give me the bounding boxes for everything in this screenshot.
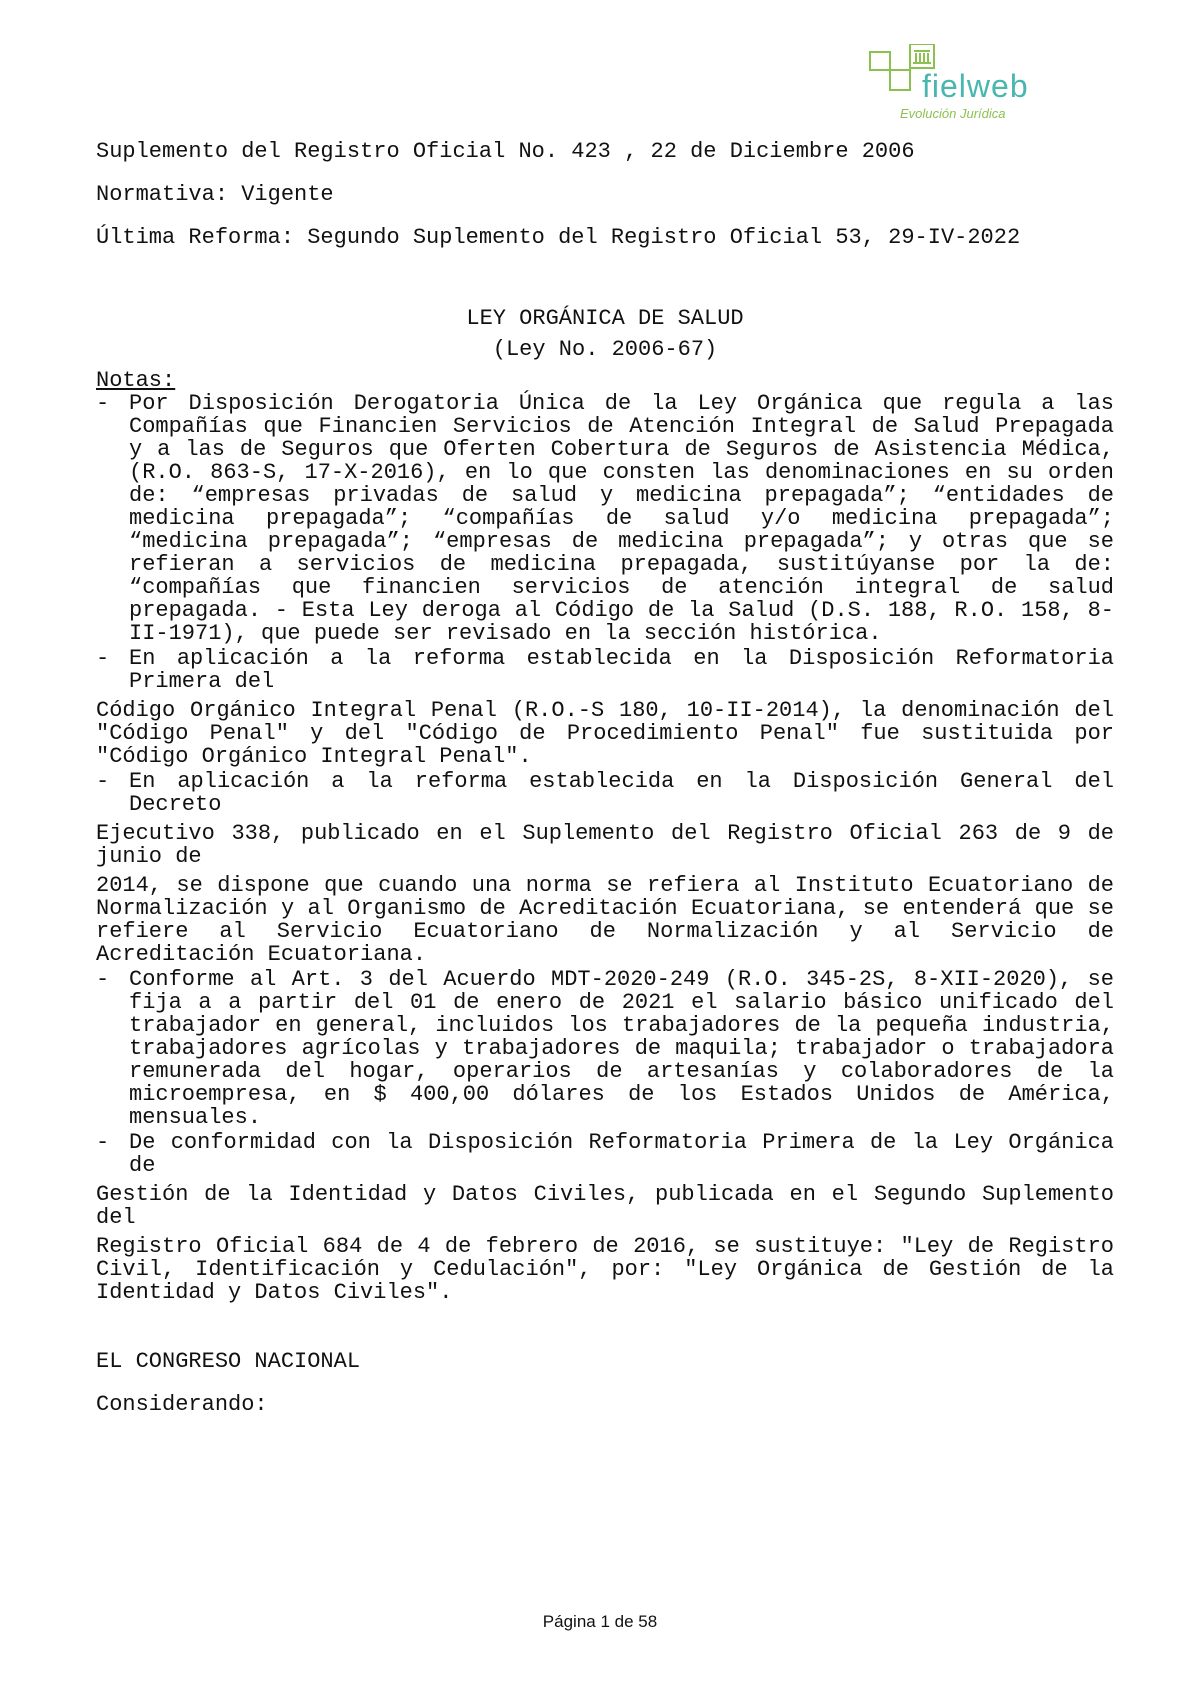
logo-wordmark: fielweb (922, 68, 1029, 104)
document-body (96, 140, 1114, 1416)
note-text: De conformidad con la Disposición Reformatoria Primera de la Ley Orgánica de (129, 1130, 1114, 1178)
ultima-reforma-line: Última Reforma: Segundo Suplemento del Registro Oficial 53, 29-IV-2022 (96, 225, 1021, 250)
law-number: (Ley No. 2006-67) (492, 337, 718, 362)
page-number: Página 1 de 58 (542, 1612, 658, 1631)
considerando-heading: Considerando: (96, 1392, 268, 1417)
law-title: LEY ORGÁNICA DE SALUD (466, 306, 744, 331)
bullet-dash: - (96, 769, 110, 794)
note-text: En aplicación a la reforma establecida en la Disposición Reformatoria Primera del (129, 646, 1114, 694)
note-text: Conforme al Art. 3 del Acuerdo MDT-2020-249 (R.O. 345-2S, 8-XII-2020), se fija a a partir del 01 de enero de 2021 el salario básico unificado del trabajador en general, incluidos los trabajadores de la pequeña industria, trabajadores agrícolas y trabajadores de maquila; trabajador o trabajadora remunerada del hogar, operarios de artesanías y colaboradores de la microempresa, en $ 400,00 dólares de los Estados Unidos de América, mensuales. (129, 967, 1114, 1130)
supplement-line: Suplemento del Registro Oficial No. 423 , 22 de Diciembre 2006 (96, 139, 915, 164)
note-text: Por Disposición Derogatoria Única de la Ley Orgánica que regula a las Compañías que Financien Servicios de Atención Integral de Salud Prepagada y a las de Seguros que Oferten Cobertura de Seguros de Asistencia Médica, (R.O. 863-S, 17-X-2016), en lo que consten las denominaciones en su orden de: “empresas privadas de salud y medicina prepagada”; “entidades de medicina prepagada”; “compañías de salud y/o medicina prepagada”; “medicina prepagada”; “empresas de medicina prepagada”; y otras que se refieran a servicios de medicina prepagada, sustitúyanse por la de: “compañías que financien servicios de atención integral de salud prepagada. - Esta Ley deroga al Código de la Salud (D.S. 188, R.O. 158, 8-II-1971), que puede ser revisado en la sección histórica. (129, 391, 1114, 646)
notes-heading: Notas: (96, 368, 176, 393)
note-item (96, 968, 1114, 1129)
note-text: En aplicación a la reforma establecida en la Disposición General del Decreto (129, 769, 1114, 817)
note-item (96, 1131, 1114, 1177)
note-continuation: Gestión de la Identidad y Datos Civiles, publicada en el Segundo Suplemento del (96, 1182, 1114, 1230)
note-continuation: Código Orgánico Integral Penal (R.O.-S 180, 10-II-2014), la denominación del "Código Penal" y del "Código de Procedimiento Penal" fue sustituida por "Código Orgánico Integral Penal". (96, 698, 1114, 769)
note-continuation: 2014, se dispone que cuando una norma se refiera al Instituto Ecuatoriano de Normalización y al Organismo de Acreditación Ecuatoriana, se entenderá que se refiere al Servicio Ecuatoriano de Normalización y al Servicio de Acreditación Ecuatoriana. (96, 873, 1114, 967)
bullet-dash: - (96, 1130, 110, 1155)
note-item (96, 770, 1114, 816)
congreso-heading: EL CONGRESO NACIONAL (96, 1349, 361, 1374)
fielweb-logo (868, 44, 1048, 126)
note-item (96, 392, 1114, 645)
bullet-dash: - (96, 967, 110, 992)
note-continuation: Ejecutivo 338, publicado en el Suplemento del Registro Oficial 263 de 9 de junio de (96, 821, 1114, 869)
bullet-dash: - (96, 646, 110, 671)
normativa-line: Normativa: Vigente (96, 182, 334, 207)
logo-tagline: Evolución Jurídica (900, 106, 1006, 121)
note-continuation: Registro Oficial 684 de 4 de febrero de 2016, se sustituye: "Ley de Registro Civil, Identificación y Cedulación", por: "Ley Orgánica de Gestión de la Identidad y Datos Civiles". (96, 1234, 1114, 1305)
note-item (96, 647, 1114, 693)
bullet-dash: - (96, 391, 110, 416)
